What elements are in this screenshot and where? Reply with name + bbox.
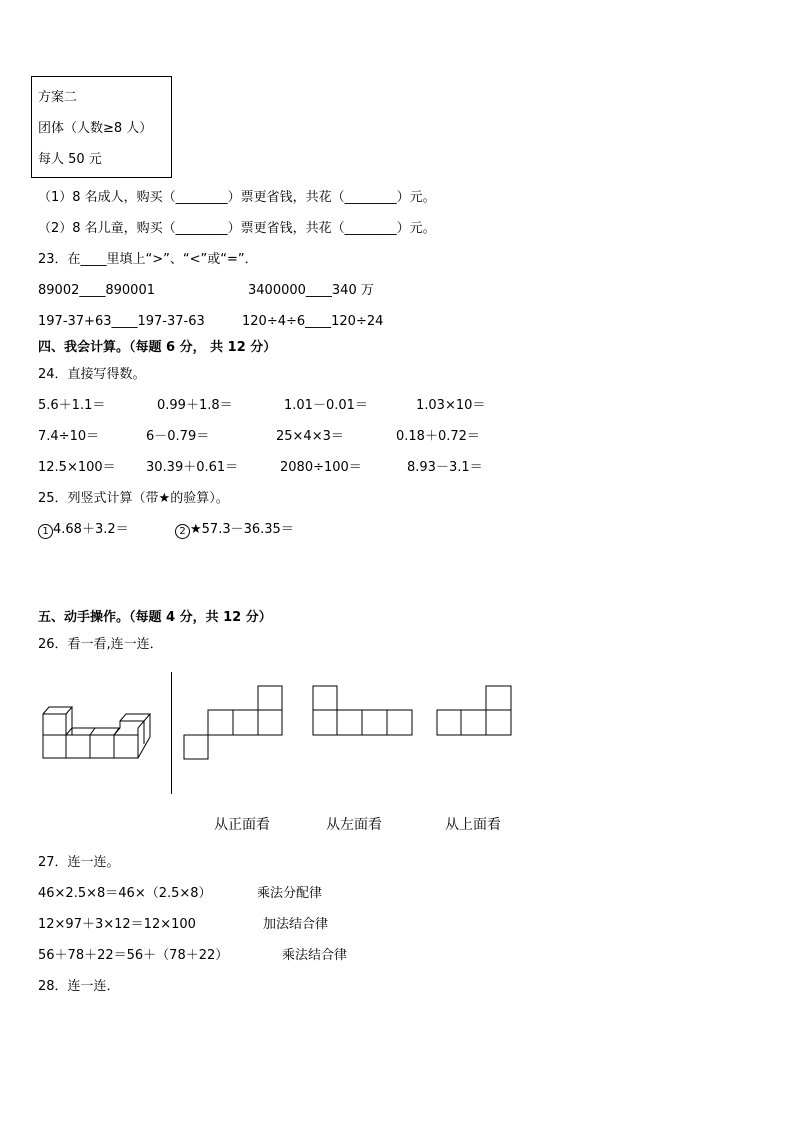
q24-r2c1: 7.4÷10＝ (38, 429, 100, 444)
q27-right-1: 乘法分配律 (257, 886, 323, 901)
section4-title: 四、我会计算。（每题 6 分， 共 12 分） (38, 340, 277, 355)
view-figure-3 (437, 686, 511, 735)
q24-r3c2: 30.39＋0.61＝ (146, 460, 239, 475)
q23-item-4: 120÷4÷6____120÷24 (242, 314, 384, 329)
q27-left-2: 12×97＋3×12＝12×100 (38, 917, 196, 932)
q24-r2c3: 25×4×3＝ (276, 429, 344, 444)
q24-r1c1: 5.6＋1.1＝ (38, 398, 106, 413)
q24-r2c4: 0.18＋0.72＝ (396, 429, 480, 444)
q24-r1c3: 1.01－0.01＝ (284, 398, 368, 413)
divider-line (171, 672, 172, 794)
view-figure-2 (313, 686, 412, 735)
q24-r3c3: 2080÷100＝ (280, 460, 362, 475)
q26-stem: 26．看一看,连一连． (38, 637, 163, 652)
circled-number-2-icon: 2 (175, 524, 190, 539)
circled-number-1-icon: 1 (38, 524, 53, 539)
q24-r3c1: 12.5×100＝ (38, 460, 116, 475)
q27-right-2: 加法结合律 (263, 917, 329, 932)
q24-r1c2: 0.99＋1.8＝ (157, 398, 233, 413)
q24-r3c4: 8.93－3.1＝ (407, 460, 483, 475)
q26-label-top: 从上面看 (445, 817, 501, 833)
q25-item-2-text: ★57.3－36.35＝ (190, 522, 294, 537)
q28-stem: 28．连一连． (38, 979, 120, 994)
q25-stem: 25．列竖式计算（带★的验算）。 (38, 491, 229, 506)
section5-title: 五、动手操作。（每题 4 分，共 12 分） (38, 610, 272, 625)
q24-r1c4: 1.03×10＝ (416, 398, 486, 413)
q27-left-1: 46×2.5×8＝46×（2.5×8） (38, 886, 212, 901)
q23-item-1: 89002____890001 (38, 283, 155, 298)
cube-solid-figure (43, 707, 150, 758)
q24-r2c2: 6－0.79＝ (146, 429, 210, 444)
q26-label-left: 从左面看 (326, 817, 382, 833)
q23-stem: 23．在____里填上“>”、“<”或“=”． (38, 252, 258, 267)
q27-left-3: 56＋78＋22＝56＋（78＋22） (38, 948, 229, 963)
plan2-title: 方案二 (38, 90, 78, 105)
q24-stem: 24．直接写得数。 (38, 367, 146, 382)
plan2-group: 团体（人数≥8 人） (38, 121, 153, 136)
view-figure-1 (184, 686, 282, 759)
q27-right-3: 乘法结合律 (282, 948, 348, 963)
q22-sub2: （2）8 名儿童，购买（________）票更省钱，共花（________）元。 (38, 221, 436, 236)
plan2-price: 每人 50 元 (38, 152, 102, 167)
q25-item-1-text: 4.68＋3.2＝ (53, 522, 129, 537)
q26-label-front: 从正面看 (214, 817, 270, 833)
q23-item-3: 197-37+63____197-37-63 (38, 314, 205, 329)
q23-item-2: 3400000____340 万 (248, 283, 374, 298)
q22-sub1: （1）8 名成人，购买（________）票更省钱，共花（________）元。 (38, 190, 436, 205)
q27-stem: 27．连一连。 (38, 855, 120, 870)
